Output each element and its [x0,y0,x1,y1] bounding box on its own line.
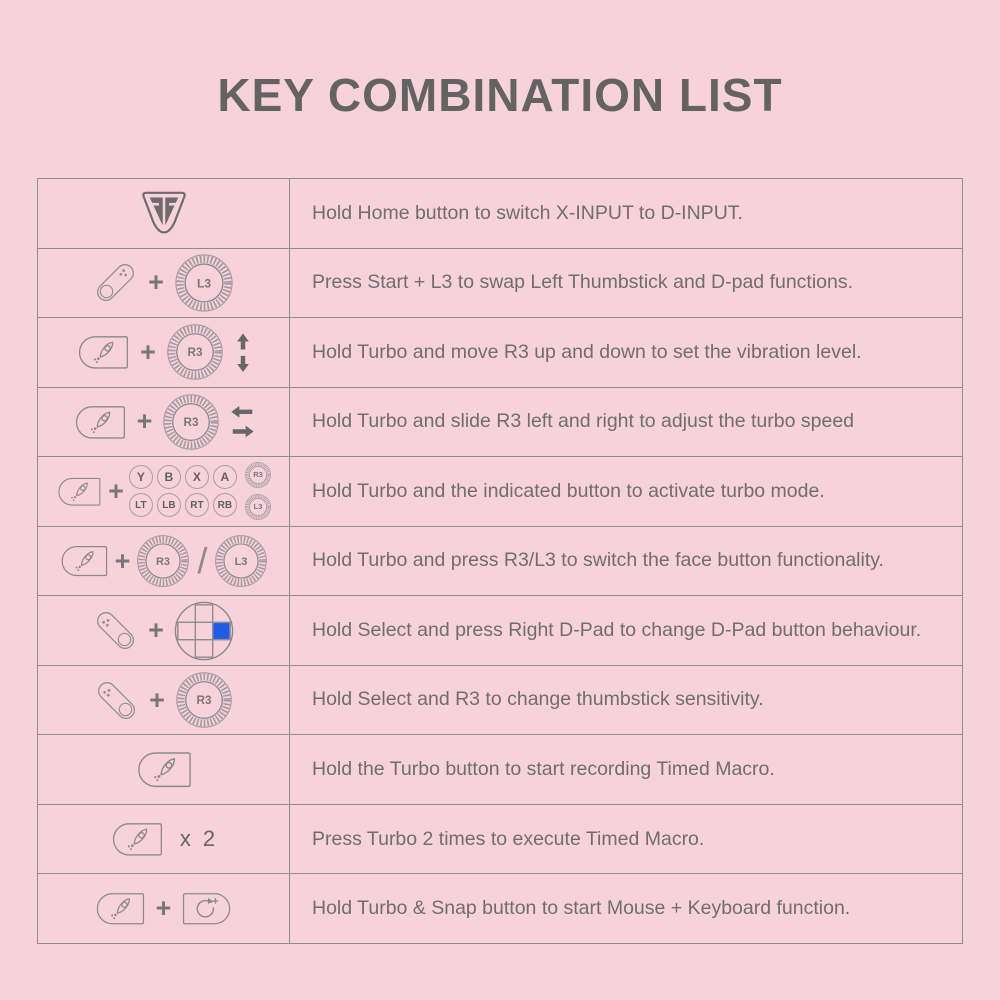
icon-cell [38,388,290,457]
description-text: Hold Turbo and the indicated button to activate turbo mode. [312,479,825,502]
a-button-icon: A [213,465,237,489]
description-text: Hold Turbo and press R3/L3 to switch the face button functionality. [312,549,884,572]
description-text: Hold Select and R3 to change thumbstick sensitivity. [312,688,764,711]
y-button-icon: Y [129,465,153,489]
turbo-button-icon [93,891,147,926]
turbo-button-icon [72,404,128,441]
snap-sparkle [213,898,218,903]
lb-button-icon: LB [157,493,181,517]
description-cell [290,735,962,804]
arrow-up-down-icons [234,332,252,373]
icon-cell [38,735,290,804]
description-cell [290,388,962,457]
icon-cell [38,805,290,874]
description-cell [290,666,962,735]
table-row-turbo-snap [38,873,962,943]
turbo-button-icon [134,750,194,789]
select-button-icon [93,677,140,724]
page-title: KEY COMBINATION LIST [217,69,783,121]
table-row-select-r3 [38,665,962,735]
description-cell [290,457,962,526]
svg-text:R3: R3 [156,555,171,568]
thumbstick-l3-icon [244,493,272,521]
description-text: Hold Select and press Right D-Pad to change D-Pad button behaviour. [312,618,922,641]
slash-sign: / [197,540,208,581]
svg-text:R3: R3 [183,416,199,430]
table-row-turbo-r3-l3 [38,526,962,596]
description-text: Hold Turbo & Snap button to start Mouse + Keyboard function. [312,897,851,920]
table-row-turbo-x2 [38,804,962,874]
description-text: Hold the Turbo button to start recording Timed Macro. [312,757,775,780]
arrow-up-icon [237,333,249,349]
table-row-turbo-hold [38,734,962,804]
rt-button-icon: RT [185,493,209,517]
icon-cell [38,249,290,318]
plus-sign: + [114,545,131,576]
plus-sign: + [148,267,164,298]
icon-cell [38,874,290,943]
icon-cell [38,179,290,248]
table-row-turbo-r3-horizontal [38,387,962,457]
lt-button-icon: LT [129,493,153,517]
description-cell [290,596,962,665]
description-cell [290,249,962,318]
thumbstick-r3-icon [161,392,221,452]
snap-button-icon [180,891,234,926]
table-row-turbo-buttons [38,456,962,526]
description-cell [290,805,962,874]
start-button-icon [92,259,139,306]
stick-column [244,461,272,521]
thumbstick-l3-icon [173,252,235,314]
svg-text:R3: R3 [187,346,203,360]
rb-button-icon: RB [213,493,237,517]
arrow-left-icon [232,406,253,418]
svg-text:R3: R3 [253,470,263,480]
table-row-turbo-r3-vertical [38,317,962,387]
table-row-select-dpad [38,595,962,665]
table-row-start-l3 [38,248,962,318]
description-text: Hold Home button to switch X-INPUT to D-INPUT. [312,201,743,224]
arrow-down-icon [237,356,249,372]
plus-sign: + [136,406,153,437]
thumbstick-r3-icon [244,461,272,489]
svg-text:L3: L3 [196,276,211,291]
description-cell [290,179,962,248]
svg-text:L3: L3 [253,502,263,512]
icon-cell [38,666,290,735]
plus-sign: + [149,684,165,715]
thumbstick-r3-icon [165,322,225,382]
x-button-icon: X [185,465,209,489]
turbo-button-icon [75,334,131,371]
description-text: Press Turbo 2 times to execute Timed Macro. [312,827,705,850]
plus-sign: + [108,475,124,506]
dpad-icon [173,600,235,662]
thumbstick-r3-icon [135,533,191,589]
svg-text:L3: L3 [235,555,248,568]
icon-cell [38,457,290,526]
arrow-right-icon [233,426,254,438]
b-button-icon: B [157,465,181,489]
times-2-label: x 2 [179,826,219,852]
description-cell [290,318,962,387]
dpad-right-highlight [213,623,229,639]
table-row-home [38,179,962,248]
icon-cell [38,596,290,665]
plus-sign: + [155,893,172,924]
svg-text:R3: R3 [196,694,212,708]
turbo-button-icon [55,476,103,508]
icon-cell [38,318,290,387]
description-text: Hold Turbo and slide R3 left and right to adjust the turbo speed [312,410,855,433]
select-button-icon [92,607,139,654]
plus-sign: + [140,336,156,367]
thumbstick-r3-icon [174,670,234,730]
description-cell [290,874,962,943]
description-cell [290,527,962,596]
plus-sign: + [148,615,164,646]
fantech-logo-icon [137,189,191,238]
turbo-button-icon [58,544,110,578]
turbo-button-icon [109,821,165,858]
key-combination-table [37,178,963,944]
thumbstick-l3-icon [213,533,269,589]
description-text: Press Start + L3 to swap Left Thumbstick and D-pad functions. [312,271,854,294]
face-button-cluster [129,465,237,517]
icon-cell [38,527,290,596]
arrow-left-right-icons [230,402,255,441]
description-text: Hold Turbo and move R3 up and down to set the vibration level. [312,340,862,363]
